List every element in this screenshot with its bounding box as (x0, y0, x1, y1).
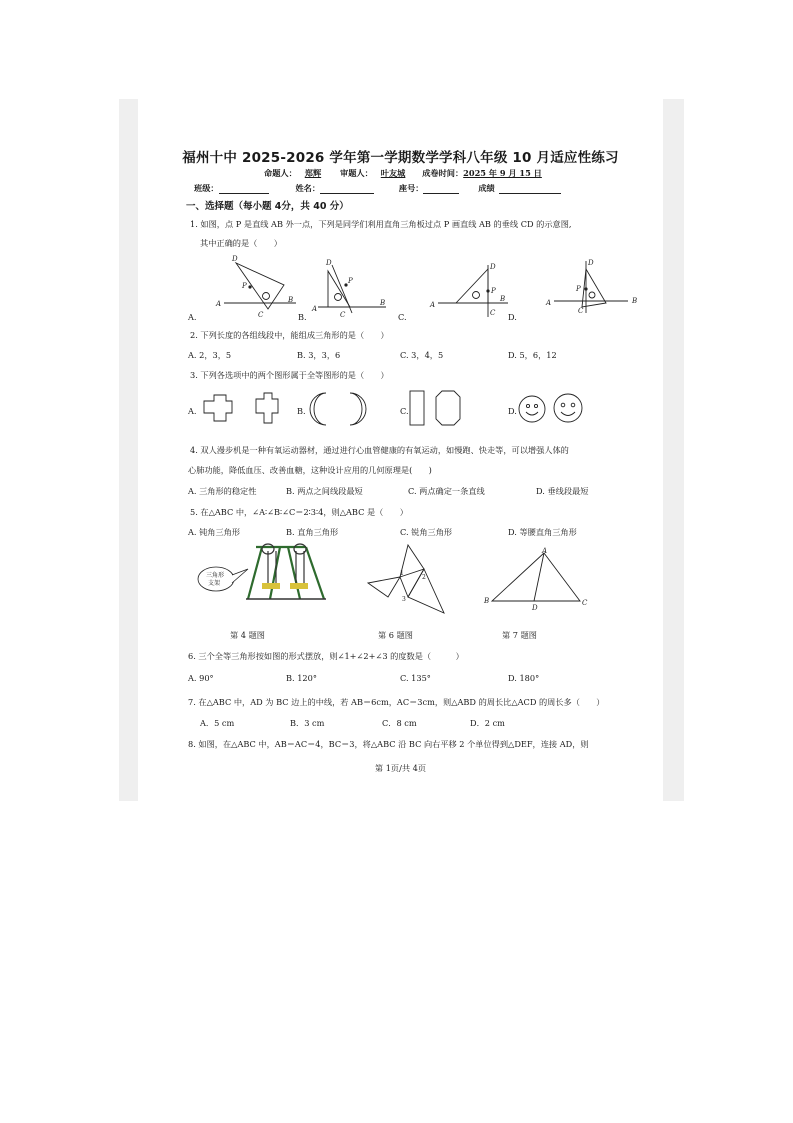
svg-text:P: P (576, 285, 581, 293)
svg-text:D: D (490, 263, 496, 271)
q5-option-c[interactable]: C. 锐角三角形 (400, 527, 453, 537)
q6-option-a[interactable]: A. 90° (188, 673, 214, 683)
reviewer-name: 叶友城 (380, 168, 406, 178)
author-name: 郑辉 (304, 168, 322, 178)
q2-option-b[interactable]: B. 3，3，6 (297, 350, 341, 360)
point-b: B (484, 597, 490, 605)
fig4-caption: 第 4 题图 (230, 630, 265, 640)
question-5: 5. 在△ABC 中，∠A∶∠B∶∠C＝2∶3∶4，则△ABC 是（ ） (190, 507, 408, 517)
question-7: 7. 在△ABC 中，AD 为 BC 边上的中线，若 AB＝6cm，AC＝3cm，则△ABD 的周长比△ACD 的周长多（ ） (188, 697, 605, 707)
svg-text:D: D (232, 255, 238, 263)
svg-text:C: C (258, 311, 264, 319)
svg-text:P: P (491, 287, 496, 295)
fig6-caption: 第 6 题图 (378, 630, 413, 640)
q1-option-a[interactable]: A. (188, 312, 197, 322)
question-4-line1: 4. 双人漫步机是一种有氧运动器材，通过进行心血管健康的有氧运动，如慢跑、快走等，可以增强人体的 (190, 445, 569, 455)
name-field[interactable] (320, 184, 374, 194)
seat-field[interactable] (423, 184, 459, 194)
q4-option-b[interactable]: B. 两点之间线段最短 (286, 486, 363, 496)
question-3-figures (198, 387, 638, 437)
fig7-caption: 第 7 题图 (502, 630, 537, 640)
question-3: 3. 下列各选项中的两个图形属于全等图形的是（ ） (190, 370, 389, 380)
q2-option-c[interactable]: C. 3，4，5 (400, 350, 444, 360)
question-2: 2. 下列长度的各组线段中，能组成三角形的是（ ） (190, 330, 389, 340)
svg-text:D: D (588, 259, 594, 267)
author-info: 命题人： 郑辉 审题人： 叶友城 成卷时间：2025 年 9 月 15 日 (264, 168, 542, 178)
q3-option-b[interactable]: B. (297, 406, 306, 416)
q4-option-a[interactable]: A. 三角形的稳定性 (188, 486, 257, 496)
q3-option-d[interactable]: D. (508, 406, 517, 416)
question-6: 6. 三个全等三角形按如图的形式摆放，则∠1+∠2+∠3 的度数是（ ） (188, 651, 464, 661)
q5-option-d[interactable]: D. 等腰直角三角形 (508, 527, 577, 537)
svg-text:P: P (348, 277, 353, 285)
q2-option-a[interactable]: A. 2，3，5 (188, 350, 232, 360)
question-1-line1: 1. 如图，点 P 是直线 AB 外一点，下列是同学们利用直角三角板过点 P 画直线 AB 的垂线 CD 的示意图, (190, 219, 572, 229)
q6-option-d[interactable]: D. 180° (508, 673, 540, 683)
q5-option-b[interactable]: B. 直角三角形 (286, 527, 339, 537)
q1-option-d[interactable]: D. (508, 312, 517, 322)
question-1-figures (188, 251, 658, 323)
callout-line1: 三角形 (206, 572, 225, 579)
question-8: 8. 如图，在△ABC 中，AB＝AC＝4，BC＝3，将△ABC 沿 BC 向右平移 2 个单位得到△DEF，连接 AD，则 (188, 739, 589, 749)
q3-option-a[interactable]: A. (188, 406, 197, 416)
q5-option-a[interactable]: A. 钝角三角形 (188, 527, 241, 537)
svg-text:A: A (312, 305, 318, 313)
svg-text:B: B (380, 299, 386, 307)
question-1-line2: 其中正确的是（ ） (200, 238, 282, 248)
svg-text:A: A (216, 300, 222, 308)
svg-text:B: B (632, 297, 638, 305)
svg-text:A: A (546, 299, 552, 307)
exam-page (138, 99, 663, 801)
question-4-line2: 心肺功能，降低血压、改善血糖，这种设计应用的几何原理是( ) (188, 465, 432, 475)
q7-option-d[interactable]: D．2 cm (470, 718, 505, 728)
angle-1-label: 1 (400, 570, 404, 577)
svg-text:A: A (430, 301, 436, 309)
class-field[interactable] (219, 184, 269, 194)
page-title: 福州十中 2025-2026 学年第一学期数学学科八年级 10 月适应性练习 (182, 150, 619, 166)
q1-option-b[interactable]: B. (298, 312, 307, 322)
q6-option-b[interactable]: B. 120° (286, 673, 317, 683)
walker-machine-figure (196, 541, 336, 609)
angle-3-label: 3 (402, 596, 406, 603)
q2-option-d[interactable]: D. 5，6，12 (508, 350, 557, 360)
q6-option-c[interactable]: C. 135° (400, 673, 431, 683)
section-title: 一、选择题（每小题 4分，共 40 分） (186, 201, 349, 212)
student-info-row: 班级： 姓名： 座号： 成绩 (194, 183, 561, 194)
svg-text:B: B (500, 295, 506, 303)
q4-option-d[interactable]: D. 垂线段最短 (536, 486, 589, 496)
svg-text:D: D (326, 259, 332, 267)
q1-option-c[interactable]: C. (398, 312, 407, 322)
question-7-figure (482, 547, 592, 613)
q3-option-c[interactable]: C. (400, 406, 409, 416)
q7-option-a[interactable]: A．5 cm (200, 718, 235, 728)
point-a: A (542, 547, 548, 555)
svg-text:C: C (490, 309, 496, 317)
exam-date: 2025 年 9 月 15 日 (463, 168, 542, 178)
svg-text:C: C (578, 307, 584, 315)
q4-option-c[interactable]: C. 两点确定一条直线 (408, 486, 485, 496)
q7-option-b[interactable]: B．3 cm (290, 718, 325, 728)
svg-text:C: C (340, 311, 346, 319)
question-6-figure (364, 539, 454, 619)
page-number: 第 1页/共 4页 (374, 763, 427, 773)
score-field[interactable] (499, 184, 561, 194)
point-c: C (582, 599, 588, 607)
svg-text:B: B (288, 296, 294, 304)
svg-text:P: P (242, 282, 247, 290)
point-d: D (532, 604, 538, 612)
q7-option-c[interactable]: C．8 cm (382, 718, 417, 728)
callout-line2: 支架 (208, 580, 221, 587)
angle-2-label: 2 (422, 574, 426, 581)
